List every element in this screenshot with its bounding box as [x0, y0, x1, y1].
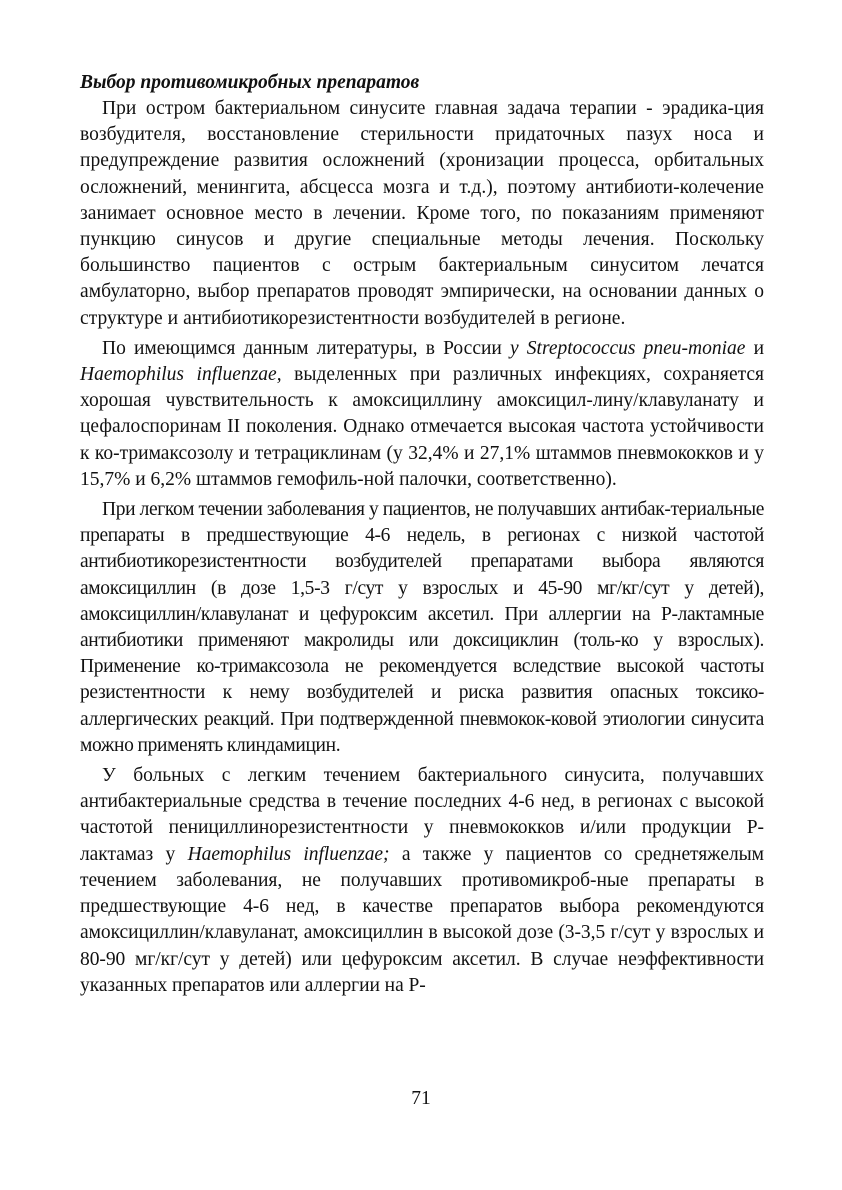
page-body [80, 70, 764, 999]
paragraph-2-species-haemophilus: Haemophilus influenzae, [80, 364, 282, 386]
paragraph-3: При легком течении заболевания у пациентов, не получавших антибак-териальные препараты в предшествующие 4-6 недель, в регионах с низкой частотой антибиотикорезистентности возбудителей препаратами выбора являются амоксициллин (в дозе 1,5-3 г/сут у взрослых и 45-90 мг/кг/сут у детей), амоксициллин/клавуланат и цефуроксим аксетил. При аллергии на Р-лактамные антибиотики применяют макролиды или доксициклин (толь-ко у взрослых). Применение ко-тримаксозола не рекомендуется вследствие высокой частоты резистентности к нему возбудителей и риска развития опасных токсико-аллергических реакций. При подтвержденной пневмокок-ковой этиологии синусита можно применять клиндамицин. [80, 499, 764, 756]
page-number: 71 [411, 1088, 431, 1109]
paragraph-4-text-b: а также у пациентов со среднетяжелым течением заболевания, не получавших противомикроб-ные препараты в предшествующие 4-6 нед, в качестве препаратов выбора рекомендуются амоксициллин/клавуланат, амоксициллин в высокой дозе (3-3,5 г/сут у взрослых и 80-90 мг/кг/сут у детей) или цефуроксим аксетил. В случае неэффективности указанных препаратов или аллергии на Р- [80, 843, 764, 996]
paragraph-2 [80, 336, 764, 493]
paragraph-4-species-haemophilus: Haemophilus influenzae; [187, 843, 390, 865]
paragraph-2-text-b: и [745, 337, 765, 359]
paragraph-4 [80, 763, 764, 999]
paragraph-4-text-a: У больных с легким течением бактериального синусита, получавших антибактериальные средства в течение последних 4-6 нед, в регионах с высокой частотой пенициллинорезистентности у пневмококков и/или продукции Р-лактамаз у [80, 765, 764, 865]
section-heading: Выбор противомикробных препаратов [80, 72, 420, 93]
paragraph-1: При остром бактериальном синусите главная задача терапии - эрадика-ция возбудителя, восстановление стерильности придаточных пазух носа и предупреждение развития осложнений (хронизации процесса, орбитальных осложнений, менингита, абсцесса мозга и т.д.), поэтому антибиоти-колечение занимает основное место в лечении. Кроме того, по показаниям применяют пункцию синусов и другие специальные методы лечения. Поскольку большинство пациентов с острым бактериальным синуситом лечатся амбулаторно, выбор препаратов проводят эмпирически, на основании данных о структуре и антибиотикорезистентности возбудителей в регионе. [80, 98, 764, 329]
paragraph-2-species-streptococcus: у Streptococcus pneu-moniae [510, 337, 746, 359]
paragraph-2-text-c: выделенных при различных инфекциях, сохраняется хорошая чувствительность к амоксициллину амоксицил-лину/клавуланату и цефалоспоринам II поколения. Однако отмечается высокая частота устойчивости к ко-тримаксозолу и тетрациклинам (у 32,4% и 27,1% штаммов пневмококков и у 15,7% и 6,2% штаммов гемофиль-ной палочки, соответственно). [80, 364, 764, 490]
paragraph-2-text-a: По имеющимся данным литературы, в России [102, 337, 510, 359]
